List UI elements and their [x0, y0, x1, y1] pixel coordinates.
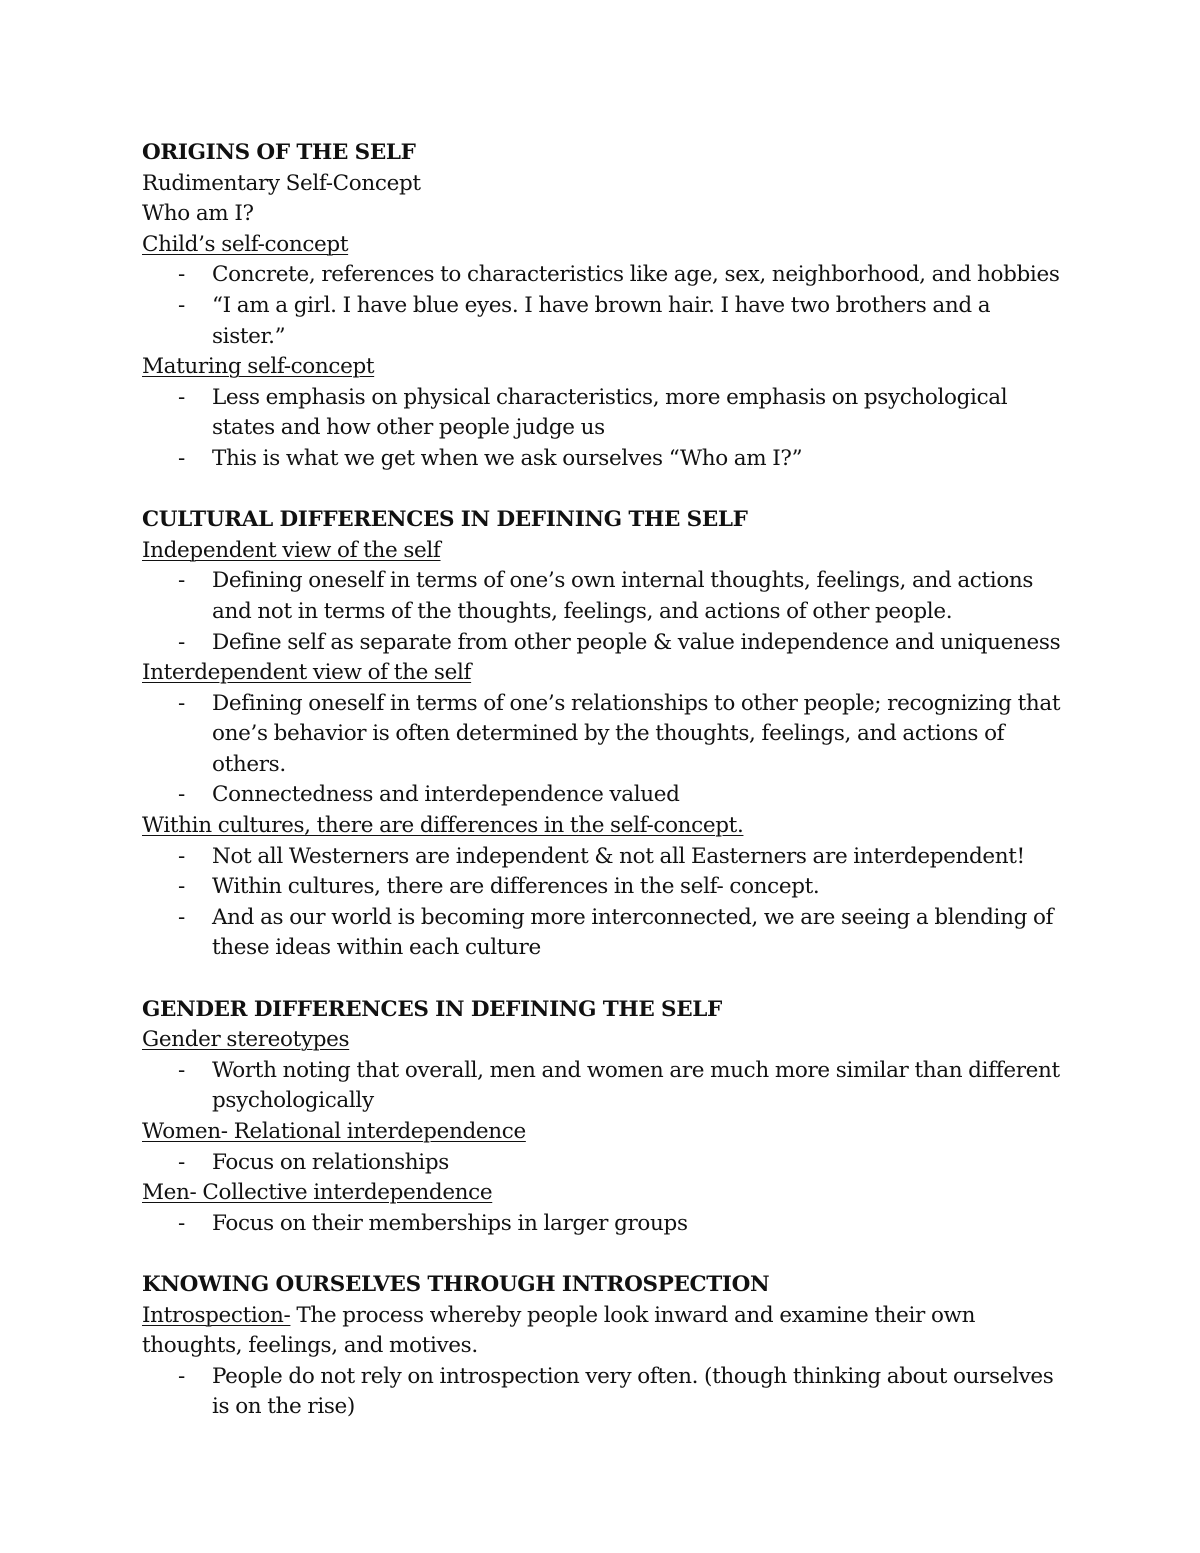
list-item	[142, 291, 1082, 352]
list-item	[142, 260, 1082, 291]
subheading-gender-stereotypes: Gender stereotypes	[142, 1027, 350, 1053]
bullet-text: Defining oneself in terms of one’s own internal thoughts, feelings, and actions and not in terms of the thoughts, feelings, and actions of other people.	[212, 568, 1034, 624]
bullet-dash: -	[178, 1210, 185, 1236]
list-item	[142, 444, 1082, 475]
list-item	[142, 566, 1082, 627]
term-introspection: Introspection-	[142, 1302, 291, 1328]
bullet-dash: -	[178, 262, 185, 288]
introspection-definition-paragraph	[142, 1301, 992, 1362]
bullet-dash: -	[178, 292, 185, 318]
list-item	[142, 383, 1082, 444]
list-item	[142, 1362, 1082, 1423]
bullet-text: Define self as separate from other people & value independence and uniqueness	[212, 629, 1061, 655]
section-heading-cultural: CULTURAL DIFFERENCES IN DEFINING THE SELF	[142, 507, 748, 533]
list-item	[142, 1148, 1082, 1179]
bullet-dash: -	[178, 1363, 185, 1389]
bullet-text: People do not rely on introspection very often. (though thinking about ourselves is on the rise)	[212, 1363, 1054, 1420]
bullet-text: This is what we get when we ask ourselves “Who am I?”	[212, 445, 803, 471]
bullet-text: Connectedness and interdependence valued	[212, 782, 680, 808]
subheading-women: Women- Relational interdependence	[142, 1119, 526, 1144]
introspection-definition: The process whereby people look inward and examine their own thoughts, feelings, and motives.	[142, 1302, 976, 1359]
subheading-child-self-concept: Child’s self-concept	[142, 231, 349, 257]
bullet-text: And as our world is becoming more interconnected, we are seeing a blending of these ideas within each culture	[212, 904, 1054, 961]
bullet-text: “I am a girl. I have blue eyes. I have brown hair. I have two brothers and a sister.”	[212, 292, 991, 349]
list-item	[142, 872, 1082, 903]
subheading-maturing-self-concept: Maturing self-concept	[142, 354, 375, 380]
origins-line-who-am-i: Who am I?	[142, 201, 254, 227]
bullet-dash: -	[178, 904, 185, 930]
bullet-text: Within cultures, there are differences in the self- concept.	[212, 874, 820, 900]
bullet-text: Defining oneself in terms of one’s relationships to other people; recognizing that one’s behavior is often determined by the thoughts, feelings, and actions of others.	[212, 690, 1061, 777]
list-item	[142, 628, 1082, 659]
bullet-text: Worth noting that overall, men and women are much more similar than different psychologically	[212, 1057, 1060, 1114]
bullet-text: Focus on their memberships in larger groups	[212, 1210, 688, 1236]
list-item	[142, 842, 1082, 873]
section-heading-gender: GENDER DIFFERENCES IN DEFINING THE SELF	[142, 996, 722, 1022]
section-spacer	[142, 1239, 1082, 1270]
bullet-text: Concrete, references to characteristics like age, sex, neighborhood, and hobbies	[212, 262, 1060, 288]
bullet-dash: -	[178, 843, 185, 869]
bullet-text: Focus on relationships	[212, 1149, 449, 1175]
bullet-text: Less emphasis on physical characteristics, more emphasis on psychological states and how other people judge us	[212, 384, 1008, 441]
bullet-dash: -	[178, 445, 185, 471]
document-page	[142, 138, 1082, 1423]
bullet-dash: -	[178, 629, 185, 655]
subheading-within-cultures: Within cultures, there are differences in the self-concept.	[142, 813, 744, 839]
bullet-dash: -	[178, 384, 185, 410]
subheading-independent-view: Independent view of the self	[142, 537, 441, 563]
section-spacer	[142, 964, 1082, 995]
list-item	[142, 1056, 1082, 1117]
bullet-dash: -	[178, 568, 185, 594]
list-item	[142, 689, 1082, 781]
subheading-interdependent-view: Interdependent view of the self	[142, 660, 472, 686]
bullet-dash: -	[178, 782, 185, 808]
bullet-dash: -	[178, 1149, 185, 1175]
section-spacer	[142, 475, 1082, 506]
subheading-men: Men- Collective interdependence	[142, 1180, 493, 1206]
section-heading-origins: ORIGINS OF THE SELF	[142, 140, 416, 165]
list-item	[142, 1209, 1082, 1240]
bullet-dash: -	[178, 874, 185, 900]
bullet-text: Not all Westerners are independent & not all Easterners are interdependent!	[212, 843, 1025, 869]
list-item	[142, 780, 1082, 811]
bullet-dash: -	[178, 690, 185, 716]
bullet-dash: -	[178, 1057, 185, 1083]
origins-line-rudimentary: Rudimentary Self-Concept	[142, 170, 421, 196]
list-item	[142, 903, 1082, 964]
section-heading-introspection: KNOWING OURSELVES THROUGH INTROSPECTION	[142, 1271, 770, 1297]
